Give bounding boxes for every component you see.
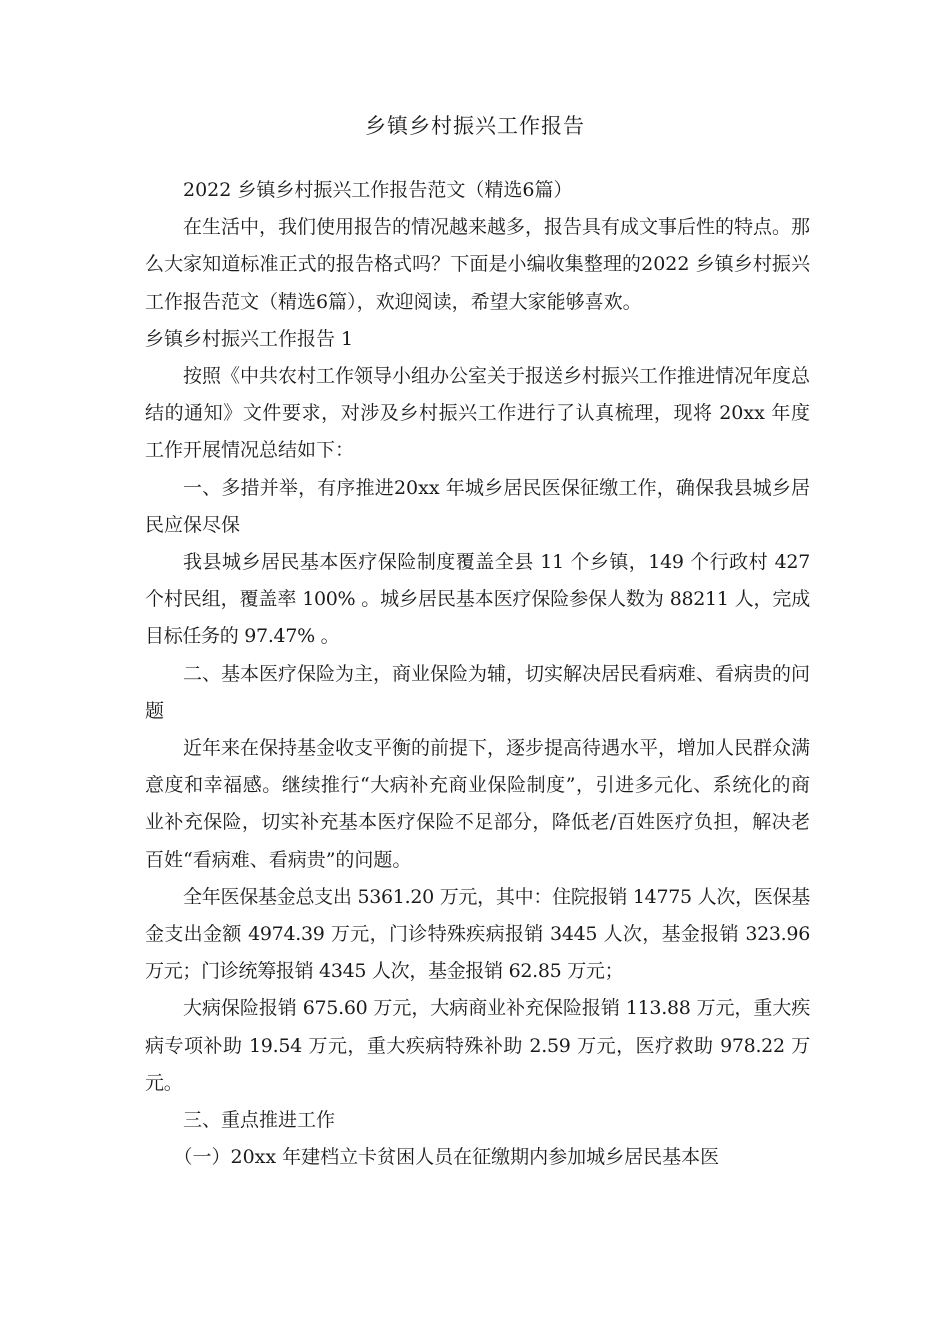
intro-paragraph: 在生活中，我们使用报告的情况越来越多，报告具有成文事后性的特点。那么大家知道标准正式的报告格式吗？下面是小编收集整理的2022 乡镇乡村振兴工作报告范文（精选6篇），欢迎阅读，希望大家能够喜欢。 [145,216,811,313]
body-paragraph: 近年来在保持基金收支平衡的前提下，逐步提高待遇水平，增加人民群众满意度和幸福感。继续推行“大病补充商业保险制度”，引进多元化、系统化的商业补充保险，切实补充基本医疗保险不足部分，降低老/百姓医疗负担，解决老百姓“看病难、看病贵”的问题。 [145,737,811,871]
body-paragraph: 我县城乡居民基本医疗保险制度覆盖全县 11 个乡镇，149 个行政村 427 个村民组，覆盖率 100% 。城乡居民基本医疗保险参保人数为 88211 人，完成目标任务的 97.47% 。 [145,551,810,648]
section-heading-report-1: 乡镇乡村振兴工作报告 1 [145,327,354,350]
document-title: 乡镇乡村振兴工作报告 [365,114,585,138]
body-paragraph: 大病保险报销 675.60 万元，大病商业补充保险报销 113.88 万元，重大疾病专项补助 19.54 万元，重大疾病特殊补助 2.59 万元，医疗救助 978.22 万元。 [145,997,810,1094]
section-heading-three: 三、重点推进工作 [183,1109,336,1132]
body-paragraph: 全年医保基金总支出 5361.20 万元，其中：住院报销 14775 人次，医保基金支出金额 4974.39 万元，门诊特殊疾病报销 3445 人次，基金报销 323.96 万元；门诊统筹报销 4345 人次，基金报销 62.85 万元； [145,885,810,983]
body-paragraph: 按照《中共农村工作领导小组办公室关于报送乡村振兴工作推进情况年度总结的通知》文件要求，对涉及乡村振兴工作进行了认真梳理，现将 20xx 年度工作开展情况总结如下： [145,365,811,462]
section-heading-one: 一、多措并举，有序推进20xx 年城乡居民医保征缴工作，确保我县城乡居民应保尽保 [145,476,810,536]
document-body [145,172,810,1176]
body-paragraph: （一）20xx 年建档立卡贫困人员在征缴期内参加城乡居民基本医 [173,1146,720,1169]
section-heading-two: 二、基本医疗保险为主，商业保险为辅，切实解决居民看病难、看病贵的问题 [145,662,811,722]
subtitle-paragraph: 2022 乡镇乡村振兴工作报告范文（精选6篇） [183,179,573,201]
